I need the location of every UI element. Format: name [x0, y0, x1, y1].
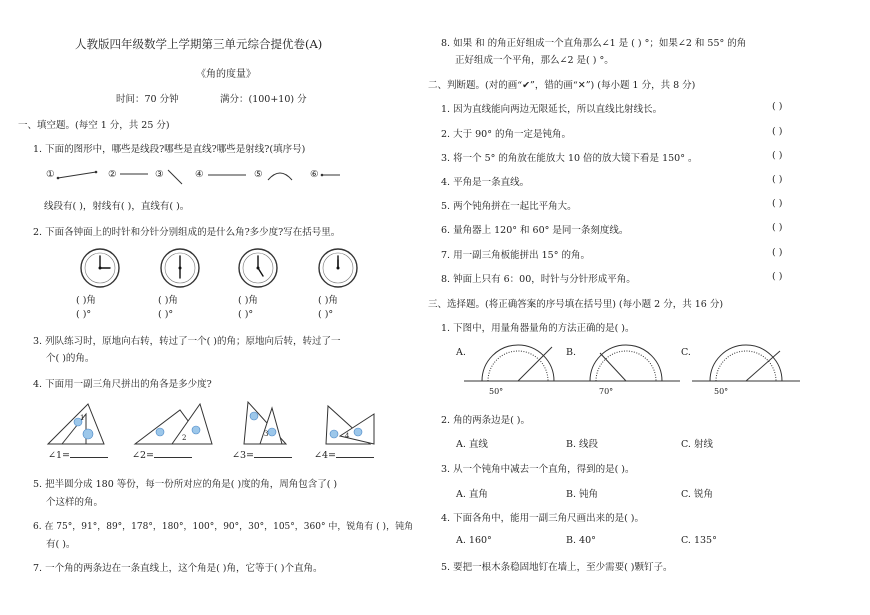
judge-bracket-6[interactable]: ( ) [772, 222, 783, 233]
q2-text: 2. 下面各钟面上的时针和分针分别组成的是什么角?多少度?写在括号里。 [33, 227, 341, 238]
q4-label-4 [314, 449, 374, 461]
angle-mark-2: 2 [182, 434, 187, 442]
q2-angle-2: ( )角 [158, 295, 178, 306]
figure-5-arc [268, 173, 292, 180]
judge-bracket-5[interactable]: ( ) [772, 198, 783, 209]
protractor-figures [450, 345, 870, 395]
judge-bracket-7[interactable]: ( ) [772, 247, 783, 258]
q2-degree-3: ( )° [238, 309, 254, 320]
q5-text-line1: 5. 把半圆分成 180 等份，每一份所对应的角是( )度的角，周角包含了( ) [33, 479, 338, 490]
choice-q3-text: 3. 从一个钝角中减去一个直角，得到的是( )。 [441, 464, 635, 475]
q2-degree-1: ( )° [76, 309, 92, 320]
judge-bracket-1[interactable]: ( ) [772, 101, 783, 112]
angle-1-blank[interactable] [70, 449, 108, 458]
angle-3-label: ∠3= [232, 450, 254, 461]
protractor-a-degree: 50° [489, 387, 504, 396]
triangle-figure-4 [326, 406, 374, 444]
choice-q5-text: 5. 要把一根木条稳固地钉在墙上，至少需要( )颗钉子。 [441, 562, 673, 573]
angle-1-label: ∠1= [48, 450, 70, 461]
q2-degree-4: ( )° [318, 309, 334, 320]
page-title: 人教版四年级数学上学期第三单元综合提优卷(A) [75, 37, 323, 51]
angle-2-blank[interactable] [154, 449, 192, 458]
q1-label-2: ② [108, 169, 117, 180]
angle-4-label: ∠4= [314, 450, 336, 461]
q2-angle-3: ( )角 [238, 295, 258, 306]
q1-answer: 线段有( )，射线有( )，直线有( )。 [44, 201, 190, 212]
judge-item-1: 1. 因为直线能向两边无限延长，所以直线比射线长。 [441, 104, 663, 115]
protractor-c-label: C. [681, 347, 691, 358]
page-subtitle: 《角的度量》 [196, 69, 256, 80]
choice-q2-option-b[interactable]: B. 线段 [566, 439, 599, 450]
figure-6-ray [321, 174, 340, 177]
q1-label-1: ① [46, 169, 55, 180]
judge-bracket-4[interactable]: ( ) [772, 174, 783, 185]
choice-q4-option-b[interactable]: B. 40° [566, 535, 596, 546]
angle-2-label: ∠2= [132, 450, 154, 461]
figure-1-segment [57, 171, 98, 180]
clock-2-icon [161, 249, 199, 287]
judge-bracket-3[interactable]: ( ) [772, 150, 783, 161]
q1-label-6: ⑥ [310, 169, 319, 180]
angle-mark-3: 3 [264, 430, 269, 438]
q4-text: 4. 下面用一副三角尺拼出的角各是多少度? [33, 379, 212, 390]
q1-label-3: ③ [155, 169, 164, 180]
choice-q3-option-c[interactable]: C. 锐角 [681, 489, 713, 500]
protractor-b-icon [572, 345, 680, 381]
q2-degree-2: ( )° [158, 309, 174, 320]
clock-1-icon [81, 249, 119, 287]
judge-bracket-2[interactable]: ( ) [772, 126, 783, 137]
choice-q4-text: 4. 下面各角中，能用一副三角尺画出来的是( )。 [441, 513, 645, 524]
clock-4-icon [319, 249, 357, 287]
q6-text-line1: 6. 在 75°，91°，89°，178°，180°，100°，90°，30°，105°，360° 中，锐角有 ( )，钝角 [33, 522, 414, 532]
q3-text-line1: 3. 列队练习时，原地向右转，转过了一个( )的角；原地向后转，转过了一 [33, 336, 341, 347]
figure-3-ray [168, 170, 182, 184]
q1-line-figures [0, 160, 340, 190]
judge-item-2: 2. 大于 90° 的角一定是钝角。 [441, 129, 571, 140]
triangle-figure-3 [244, 402, 286, 444]
choice-q2-text: 2. 角的两条边是( )。 [441, 415, 531, 426]
angle-3-blank[interactable] [254, 449, 292, 458]
q2-angle-4: ( )角 [318, 295, 338, 306]
protractor-c-icon [692, 345, 800, 381]
judge-bracket-8[interactable]: ( ) [772, 271, 783, 282]
choice-q2-option-a[interactable]: A. 直线 [456, 439, 488, 450]
judge-item-4: 4. 平角是一条直线。 [441, 177, 530, 188]
choice-q3-option-b[interactable]: B. 钝角 [566, 489, 599, 500]
angle-4-blank[interactable] [336, 449, 374, 458]
protractor-c-degree: 50° [714, 387, 729, 396]
q1-label-4: ④ [195, 169, 204, 180]
section-1-heading: 一、填空题。(每空 1 分，共 25 分) [18, 120, 170, 131]
q4-label-1 [48, 449, 108, 461]
q7-text: 7. 一个角的两条边在一条直线上，这个角是( )角，它等于( )个直角。 [33, 563, 323, 574]
angle-mark-1: 1 [80, 414, 85, 422]
judge-item-7: 7. 用一副三角板能拼出 15° 的角。 [441, 250, 590, 261]
section-3-heading: 三、选择题。(将正确答案的序号填在括号里) (每小题 2 分，共 16 分) [428, 299, 724, 310]
q1-label-5: ⑤ [254, 169, 263, 180]
protractor-a-label: A. [456, 347, 466, 358]
exam-score: 满分：(100+10) 分 [220, 94, 307, 105]
judge-item-5: 5. 两个钝角拼在一起比平角大。 [441, 201, 577, 212]
section-2-heading: 二、判断题。(对的画“✔”，错的画“✕”) (每小题 1 分，共 8 分) [428, 80, 696, 91]
clocks [0, 246, 380, 296]
q3-text-line2: 个( )的角。 [46, 353, 95, 364]
q6-text-line2: 有( )。 [46, 539, 76, 550]
choice-q3-option-a[interactable]: A. 直角 [456, 489, 488, 500]
q4-label-3 [232, 449, 292, 461]
triangle-figures [0, 396, 380, 456]
exam-time: 时间：70 分钟 [116, 94, 179, 105]
choice-q4-option-c[interactable]: C. 135° [681, 535, 717, 546]
q2-angle-1: ( )角 [76, 295, 96, 306]
q8-text-line1: 8. 如果 和 的角正好组成一个直角那么∠1 是 ( ) °；如果∠2 和 55° 的角 [441, 38, 747, 49]
choice-q2-option-c[interactable]: C. 射线 [681, 439, 713, 450]
protractor-a-icon [464, 345, 572, 381]
triangle-figure-2 [135, 404, 212, 444]
protractor-b-degree: 70° [599, 387, 614, 396]
q1-text: 1. 下面的图形中，哪些是线段?哪些是直线?哪些是射线?(填序号) [33, 144, 306, 155]
clock-3-icon [239, 249, 277, 287]
judge-item-3: 3. 将一个 5° 的角放在能放大 10 倍的放大镜下看是 150° 。 [441, 153, 698, 164]
angle-mark-4: 4 [345, 432, 350, 440]
q8-text-line2: 正好组成一个平角，那么∠2 是( ) °。 [455, 55, 614, 66]
choice-q1-text: 1. 下图中，用量角器量角的方法正确的是( )。 [441, 323, 635, 334]
protractor-b-label: B. [566, 347, 577, 358]
triangle-figure-1 [48, 404, 104, 444]
choice-q4-option-a[interactable]: A. 160° [456, 535, 492, 546]
judge-item-6: 6. 量角器上 120° 和 60° 是同一条刻度线。 [441, 225, 629, 236]
q4-label-2 [132, 449, 192, 461]
q5-text-line2: 个这样的角。 [46, 497, 104, 508]
judge-item-8: 8. 钟面上只有 6：00，时针与分针形成平角。 [441, 274, 636, 285]
